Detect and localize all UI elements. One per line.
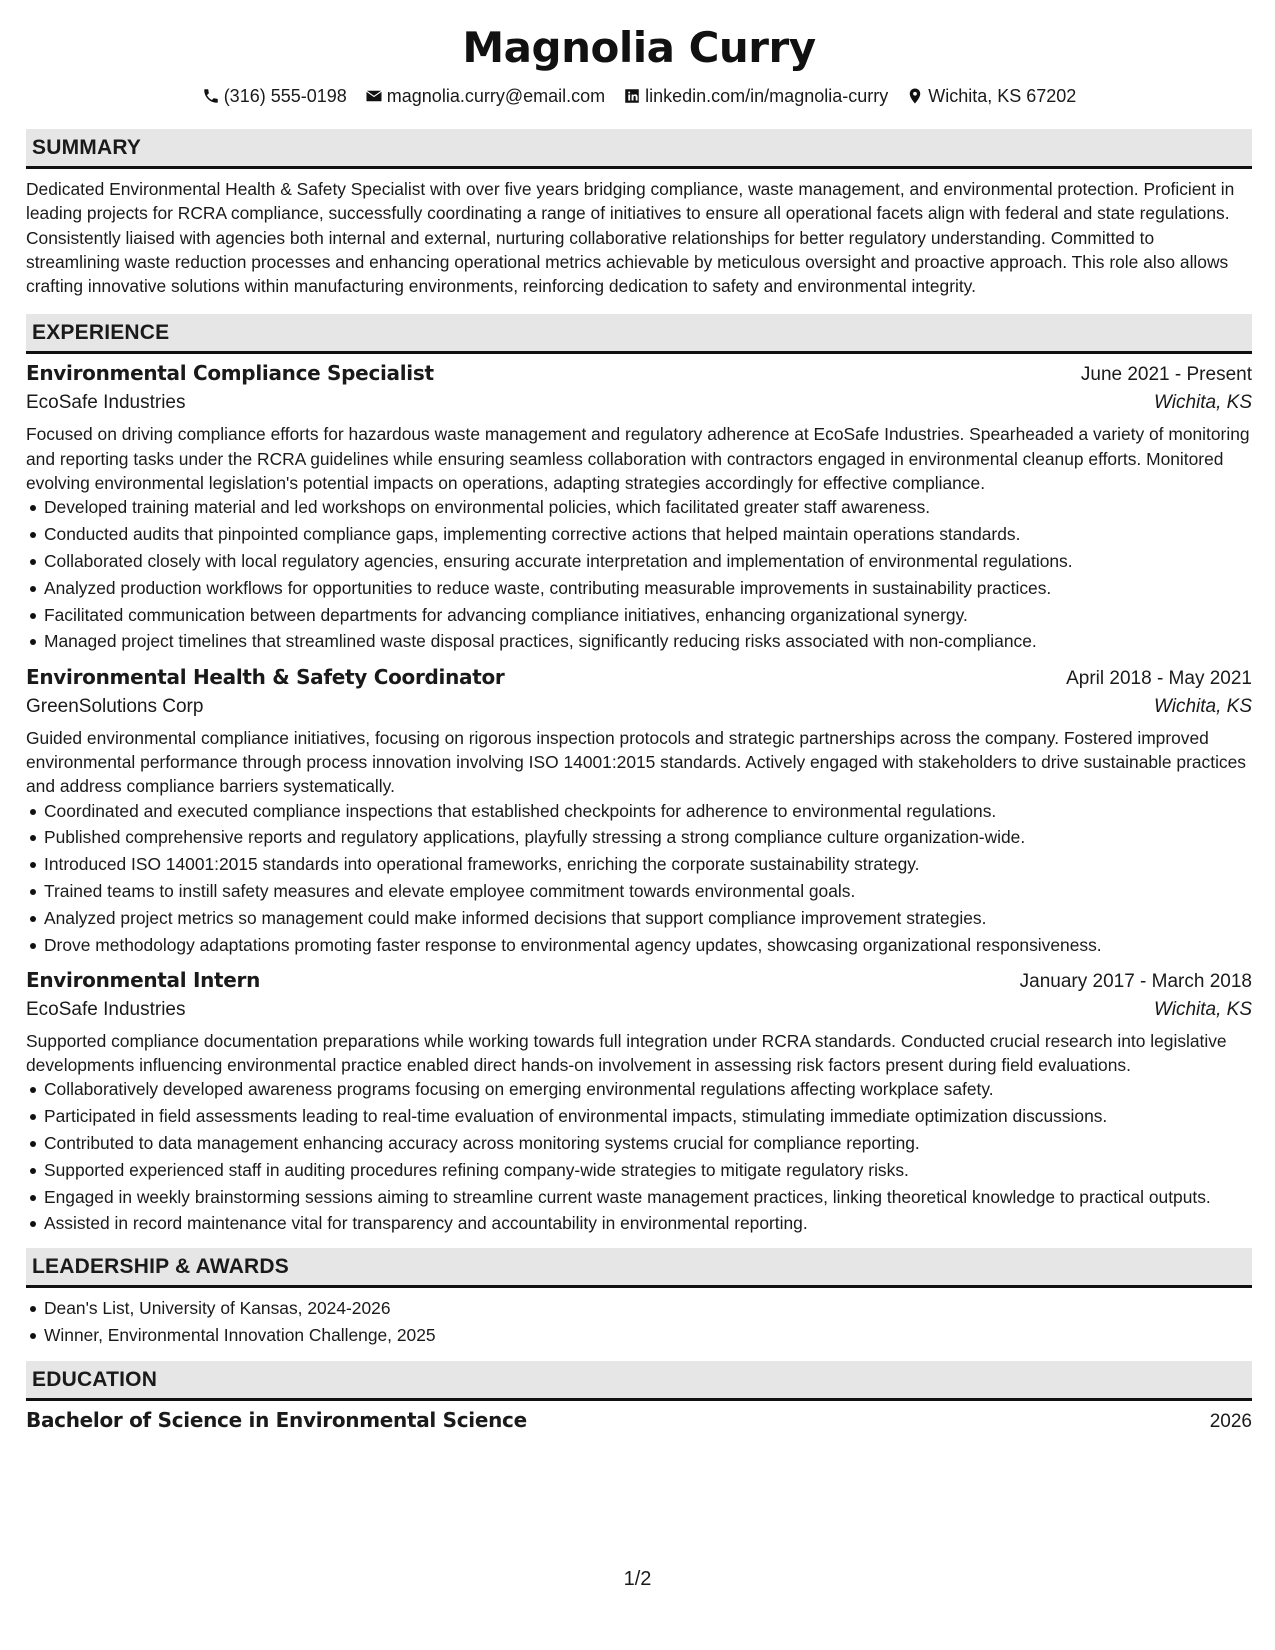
- degree-title: Bachelor of Science in Environmental Science: [26, 1407, 527, 1432]
- job-location: Wichita, KS: [1153, 392, 1252, 414]
- job-subheader: [26, 392, 1252, 414]
- summary-text: Dedicated Environmental Health & Safety Specialist with over five years bridging compliance, waste management, and environmental protection. Proficient in leading projects for RCRA compliance, successfully coordinating a range of initiatives to ensure all operational facets align with federal and state regulations. Consistently liaised with agencies both internal and external, nurturing collaborative relationships for better regulatory understanding. Committed to streamlining waste reduction processes and enhancing operational metrics achievable by meticulous oversight and proactive approach. This role also allows crafting innovative solutions within manufacturing environments, reinforcing dedication to safety and environmental integrity.: [26, 179, 1235, 297]
- job-dates: June 2021 - Present: [1080, 364, 1252, 386]
- job-entry: [26, 968, 1252, 1236]
- job-title: Environmental Health & Safety Coordinator: [26, 664, 505, 689]
- list-item: Analyzed project metrics so management could make informed decisions that support compliance improvement strategies.: [26, 906, 1252, 930]
- job-bullets: [26, 799, 1252, 957]
- graduation-year: 2026: [1209, 1410, 1252, 1432]
- list-item: Collaboratively developed awareness programs focusing on emerging environmental regulations affecting workplace safety.: [26, 1077, 1252, 1101]
- list-item: Engaged in weekly brainstorming sessions aiming to streamline current waste management practices, linking theoretical knowledge to practical outputs.: [26, 1185, 1252, 1209]
- job-description: Supported compliance documentation preparations while working towards full integration under RCRA standards. Conducted crucial research into legislative developments influencing environmental practice enabled direct hands-on involvement in assessing risk factors present during field evaluations.: [26, 1030, 1227, 1076]
- job-location: Wichita, KS: [1153, 695, 1252, 717]
- linkedin-text: linkedin.com/in/magnolia-curry: [645, 86, 889, 106]
- contact-phone: [202, 84, 347, 108]
- list-item: Dean's List, University of Kansas, 2024-2026: [26, 1296, 1252, 1320]
- list-item: Conducted audits that pinpointed compliance gaps, implementing corrective actions that helped maintain operations standards.: [26, 522, 1252, 546]
- list-item: Facilitated communication between departments for advancing compliance initiatives, enhancing organizational synergy.: [26, 603, 1252, 627]
- job-dates: April 2018 - May 2021: [1066, 667, 1252, 689]
- job-description: Focused on driving compliance efforts for hazardous waste management and regulatory adherence at EcoSafe Industries. Spearheaded a variety of monitoring and reporting tasks under the RCRA guidelines while ensuring seamless collaboration with contractors engaged in environmental cleanup efforts. Monitored evolving environmental legislation's potential impacts on operations, adapting strategies accordingly for effective compliance.: [26, 424, 1250, 494]
- contact-email[interactable]: [365, 84, 605, 108]
- list-item: Winner, Environmental Innovation Challenge, 2025: [26, 1323, 1252, 1347]
- job-subheader: [26, 999, 1252, 1021]
- job-header: [26, 968, 1252, 993]
- awards-heading: LEADERSHIP & AWARDS: [26, 1248, 1252, 1288]
- job-company: EcoSafe Industries: [26, 392, 186, 414]
- list-item: Drove methodology adaptations promoting faster response to environmental agency updates, showcasing organizational responsiveness.: [26, 933, 1252, 957]
- job-bullets: [26, 1077, 1252, 1235]
- list-item: Introduced ISO 14001:2015 standards into operational frameworks, enriching the corporate sustainability strategy.: [26, 852, 1252, 876]
- job-subheader: [26, 696, 1252, 718]
- list-item: Supported experienced staff in auditing procedures refining company-wide strategies to mitigate regulatory risks.: [26, 1158, 1252, 1182]
- map-pin-icon: [906, 87, 924, 105]
- summary-heading: SUMMARY: [26, 129, 1252, 169]
- job-title: Environmental Compliance Specialist: [26, 361, 434, 386]
- job-company: EcoSafe Industries: [26, 998, 186, 1020]
- phone-icon: [202, 87, 220, 105]
- contact-linkedin[interactable]: [623, 84, 888, 108]
- list-item: Managed project timelines that streamlined waste disposal practices, significantly reducing risks associated with non-compliance.: [26, 629, 1252, 653]
- job-entry: [26, 361, 1252, 653]
- job-header: [26, 665, 1252, 690]
- education-entry: [26, 1408, 1252, 1433]
- awards-list: [26, 1296, 1252, 1347]
- job-company: GreenSolutions Corp: [26, 695, 204, 717]
- job-description: Guided environmental compliance initiatives, focusing on rigorous inspection protocols and strategic partnerships across the company. Fostered improved environmental performance through process innovation involving ISO 14001:2015 standards. Actively engaged with stakeholders to drive sustainable practices and address compliance barriers systematically.: [26, 727, 1246, 797]
- list-item: Published comprehensive reports and regulatory applications, playfully stressing a strong compliance culture organization-wide.: [26, 825, 1252, 849]
- list-item: Analyzed production workflows for opportunities to reduce waste, contributing measurable improvements in sustainability practices.: [26, 576, 1252, 600]
- job-entry: [26, 665, 1252, 957]
- resume-page: [26, 0, 1252, 1433]
- candidate-name: Magnolia Curry: [462, 23, 816, 72]
- email-text: magnolia.curry@email.com: [386, 86, 606, 106]
- experience-heading: EXPERIENCE: [26, 314, 1252, 354]
- job-location: Wichita, KS: [1153, 998, 1252, 1020]
- list-item: Developed training material and led workshops on environmental policies, which facilitated greater staff awareness.: [26, 495, 1252, 519]
- phone-text: (316) 555-0198: [223, 86, 347, 106]
- job-title: Environmental Intern: [26, 967, 261, 992]
- contact-location: [906, 84, 1076, 108]
- education-heading: EDUCATION: [26, 1361, 1252, 1401]
- list-item: Contributed to data management enhancing accuracy across monitoring systems crucial for compliance reporting.: [26, 1131, 1252, 1155]
- job-bullets: [26, 495, 1252, 653]
- location-text: Wichita, KS 67202: [928, 86, 1077, 106]
- job-dates: January 2017 - March 2018: [1019, 970, 1252, 992]
- page-number: 1/2: [623, 1568, 652, 1590]
- linkedin-icon: [623, 87, 641, 105]
- envelope-icon: [365, 87, 383, 105]
- list-item: Assisted in record maintenance vital for transparency and accountability in environmental reporting.: [26, 1211, 1252, 1235]
- list-item: Collaborated closely with local regulatory agencies, ensuring accurate interpretation and implementation of environmental regulations.: [26, 549, 1252, 573]
- list-item: Participated in field assessments leading to real-time evaluation of environmental impacts, stimulating immediate optimization discussions.: [26, 1104, 1252, 1128]
- list-item: Coordinated and executed compliance inspections that established checkpoints for adherence to environmental regulations.: [26, 799, 1252, 823]
- list-item: Trained teams to instill safety measures and elevate employee commitment towards environmental goals.: [26, 879, 1252, 903]
- job-header: [26, 361, 1252, 386]
- contact-bar: [26, 84, 1252, 108]
